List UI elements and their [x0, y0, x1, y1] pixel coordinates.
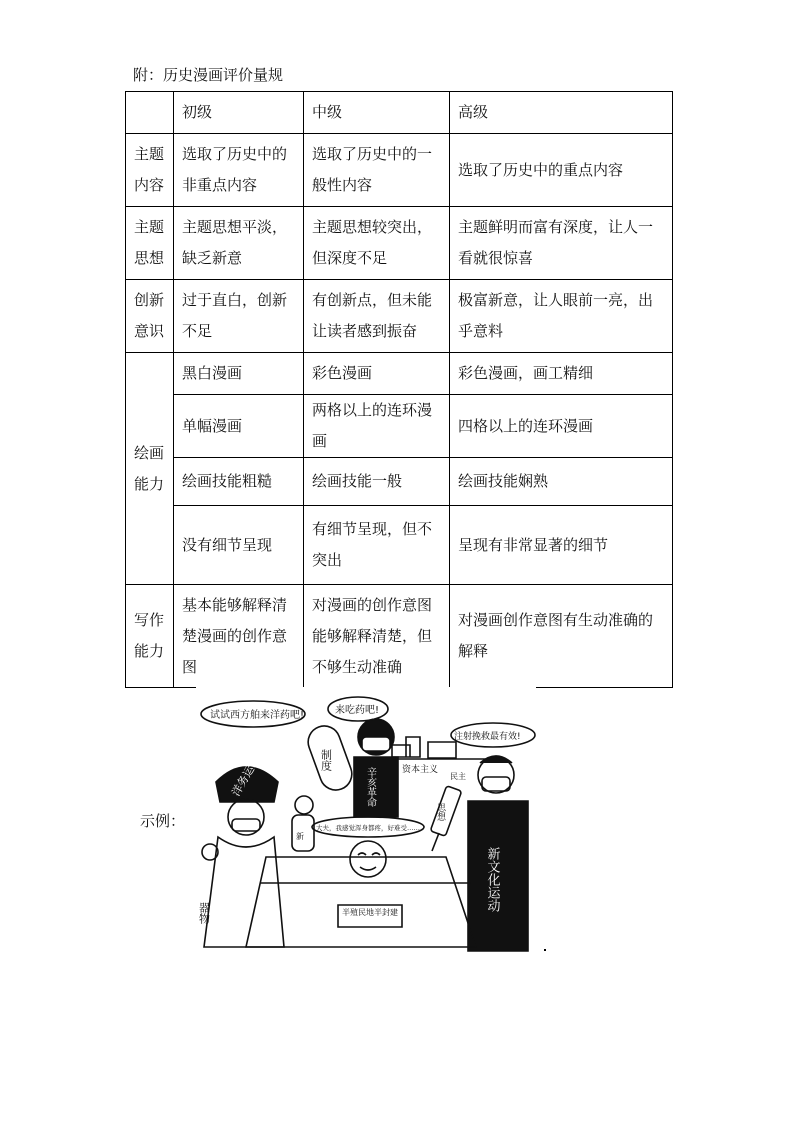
category-cell: 绘画能力	[126, 353, 174, 585]
table-row	[126, 458, 673, 506]
table-cell: 选取了历史中的重点内容	[450, 134, 673, 207]
comic-label: 器物	[197, 902, 211, 924]
comic-label: 新	[296, 832, 304, 841]
comic-label: 半殖民地半封建	[342, 908, 398, 917]
table-header-row	[126, 92, 673, 134]
page-title: 附：历史漫画评价量规	[133, 66, 284, 84]
table-cell: 主题思想较突出，但深度不足	[304, 207, 450, 280]
comic-label: 辛亥革命	[364, 767, 376, 807]
table-cell: 有细节呈现，但不突出	[304, 506, 450, 585]
table-cell: 黑白漫画	[174, 353, 304, 395]
table-row	[126, 134, 673, 207]
table-cell: 两格以上的连环漫画	[304, 395, 450, 458]
header-cell: 高级	[450, 92, 673, 134]
table-cell: 极富新意，让人眼前一亮，出乎意料	[450, 280, 673, 353]
table-cell: 有创新点，但未能让读者感到振奋	[304, 280, 450, 353]
table-cell: 绘画技能娴熟	[450, 458, 673, 506]
comic-label: 思想	[435, 803, 445, 821]
table-cell: 单幅漫画	[174, 395, 304, 458]
table-cell: 彩色漫画，画工精细	[450, 353, 673, 395]
table-cell: 主题鲜明而富有深度，让人一看就很惊喜	[450, 207, 673, 280]
example-comic	[196, 687, 536, 954]
table-cell: 没有细节呈现	[174, 506, 304, 585]
stray-mark	[544, 949, 546, 951]
table-cell: 基本能够解释清楚漫画的创作意图	[174, 585, 304, 688]
header-cell: 初级	[174, 92, 304, 134]
table-cell: 四格以上的连环漫画	[450, 395, 673, 458]
header-cell: 中级	[304, 92, 450, 134]
category-cell: 创新意识	[126, 280, 174, 353]
bubble-text: 注射挽救最有效!	[454, 732, 521, 742]
category-cell: 写作能力	[126, 585, 174, 688]
table-row	[126, 207, 673, 280]
table-row	[126, 353, 673, 395]
bubble-text: 来吃药吧!	[335, 705, 380, 716]
table-cell: 对漫画的创作意图能够解释清楚，但不够生动准确	[304, 585, 450, 688]
table-row	[126, 506, 673, 585]
bubble-text: 试试西方舶来洋药吧!	[210, 710, 305, 721]
table-cell: 绘画技能粗糙	[174, 458, 304, 506]
comic-label: 资本主义	[402, 765, 439, 775]
table-cell: 呈现有非常显著的细节	[450, 506, 673, 585]
table-cell: 彩色漫画	[304, 353, 450, 395]
comic-label: 新文化运动	[484, 847, 500, 912]
table-cell: 过于直白，创新不足	[174, 280, 304, 353]
comic-label: 洋务运动	[229, 753, 263, 799]
table-cell: 对漫画创作意图有生动准确的解释	[450, 585, 673, 688]
table-cell: 选取了历史中的一般性内容	[304, 134, 450, 207]
doctor-center	[354, 719, 398, 817]
comic-label: 民主	[450, 772, 466, 781]
table-cell: 绘画技能一般	[304, 458, 450, 506]
table-cell: 主题思想平淡，缺乏新意	[174, 207, 304, 280]
bubble-text: 大夫，我感觉浑身都疼，好难受……	[316, 824, 420, 832]
category-cell: 主题内容	[126, 134, 174, 207]
category-cell: 主题思想	[126, 207, 174, 280]
table-row	[126, 585, 673, 688]
rubric-table	[125, 91, 673, 688]
table-row	[126, 395, 673, 458]
example-label: 示例：	[140, 812, 186, 830]
header-cell	[126, 92, 174, 134]
comic-label: 制度	[319, 749, 333, 771]
table-cell: 选取了历史中的非重点内容	[174, 134, 304, 207]
table-row	[126, 280, 673, 353]
